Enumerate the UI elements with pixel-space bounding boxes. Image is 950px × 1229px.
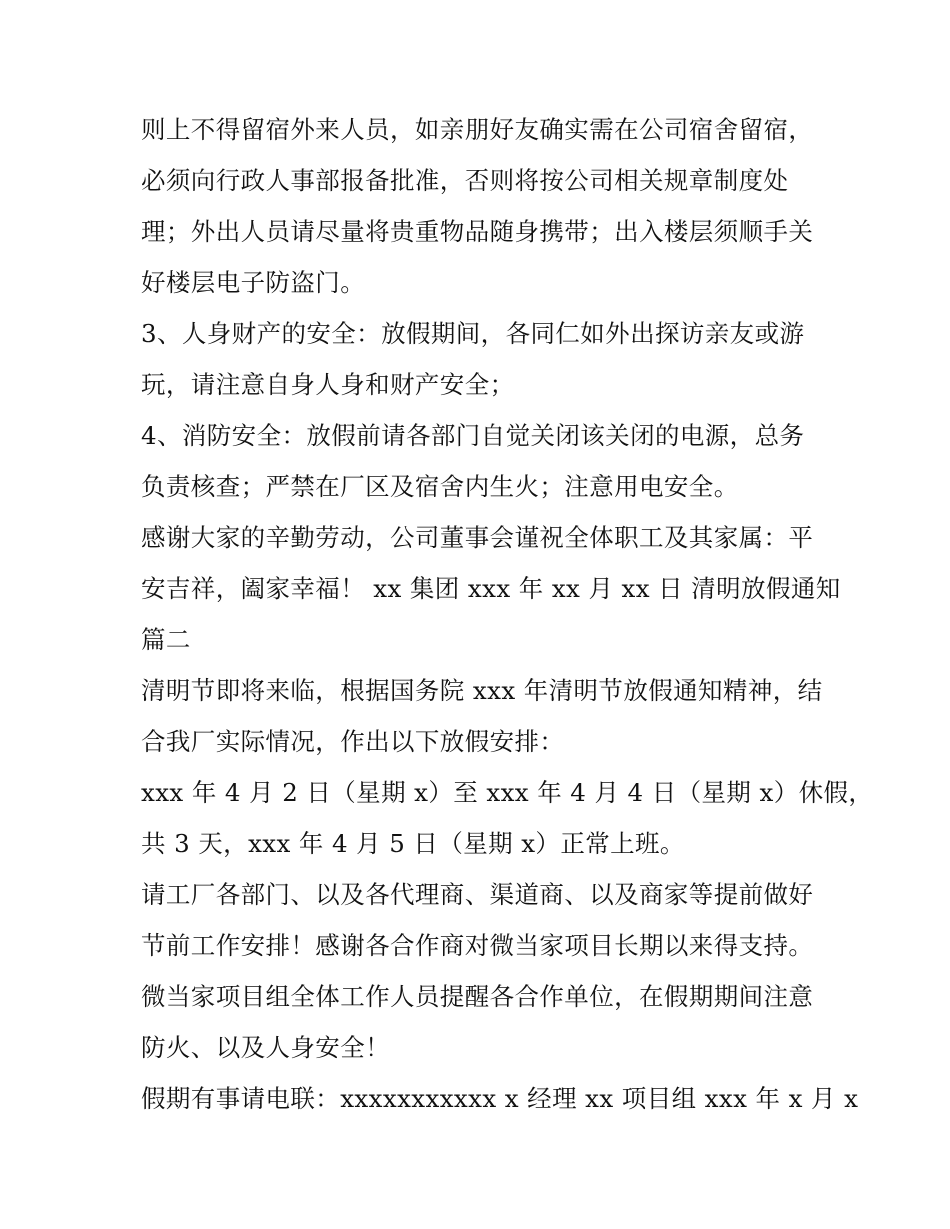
text-line: 假期有事请电联：xxxxxxxxxxx x 经理 xx 项目组 xxx 年 x 月 x	[141, 1084, 859, 1113]
text-line: 安吉祥，阖家幸福！ xx 集团 xxx 年 xx 月 xx 日 清明放假通知	[141, 574, 841, 603]
text-line: 3、人身财产的安全：放假期间，各同仁如外出探访亲友或游	[141, 319, 805, 348]
text-line: 玩，请注意自身人身和财产安全；	[141, 370, 515, 399]
text-line: 篇二	[141, 625, 191, 654]
text-line: xxx 年 4 月 2 日（星期 x）至 xxx 年 4 月 4 日（星期 x）休假，	[141, 778, 874, 807]
text-line: 必须向行政人事部报备批准，否则将按公司相关规章制度处	[141, 166, 789, 195]
document-body	[141, 104, 874, 1124]
text-line: 理；外出人员请尽量将贵重物品随身携带；出入楼层须顺手关	[141, 217, 814, 246]
text-line: 共 3 天，xxx 年 4 月 5 日（星期 x）正常上班。	[141, 829, 685, 858]
text-line: 合我厂实际情况，作出以下放假安排：	[141, 727, 565, 756]
text-line: 请工厂各部门、以及各代理商、渠道商、以及商家等提前做好	[141, 880, 814, 909]
text-line: 防火、以及人身安全！	[141, 1033, 390, 1062]
text-line: 微当家项目组全体工作人员提醒各合作单位，在假期期间注意	[141, 982, 814, 1011]
text-line: 节前工作安排！感谢各合作商对微当家项目长期以来得支持。	[141, 931, 814, 960]
text-line: 感谢大家的辛勤劳动，公司董事会谨祝全体职工及其家属：平	[141, 523, 814, 552]
text-line: 负责核查；严禁在厂区及宿舍内生火；注意用电安全。	[141, 472, 739, 501]
text-line: 则上不得留宿外来人员，如亲朋好友确实需在公司宿舍留宿，	[141, 115, 814, 144]
text-line: 清明节即将来临，根据国务院 xxx 年清明节放假通知精神，结	[141, 676, 823, 705]
text-line: 好楼层电子防盗门。	[141, 268, 366, 297]
text-line: 4、消防安全：放假前请各部门自觉关闭该关闭的电源，总务	[141, 421, 805, 450]
